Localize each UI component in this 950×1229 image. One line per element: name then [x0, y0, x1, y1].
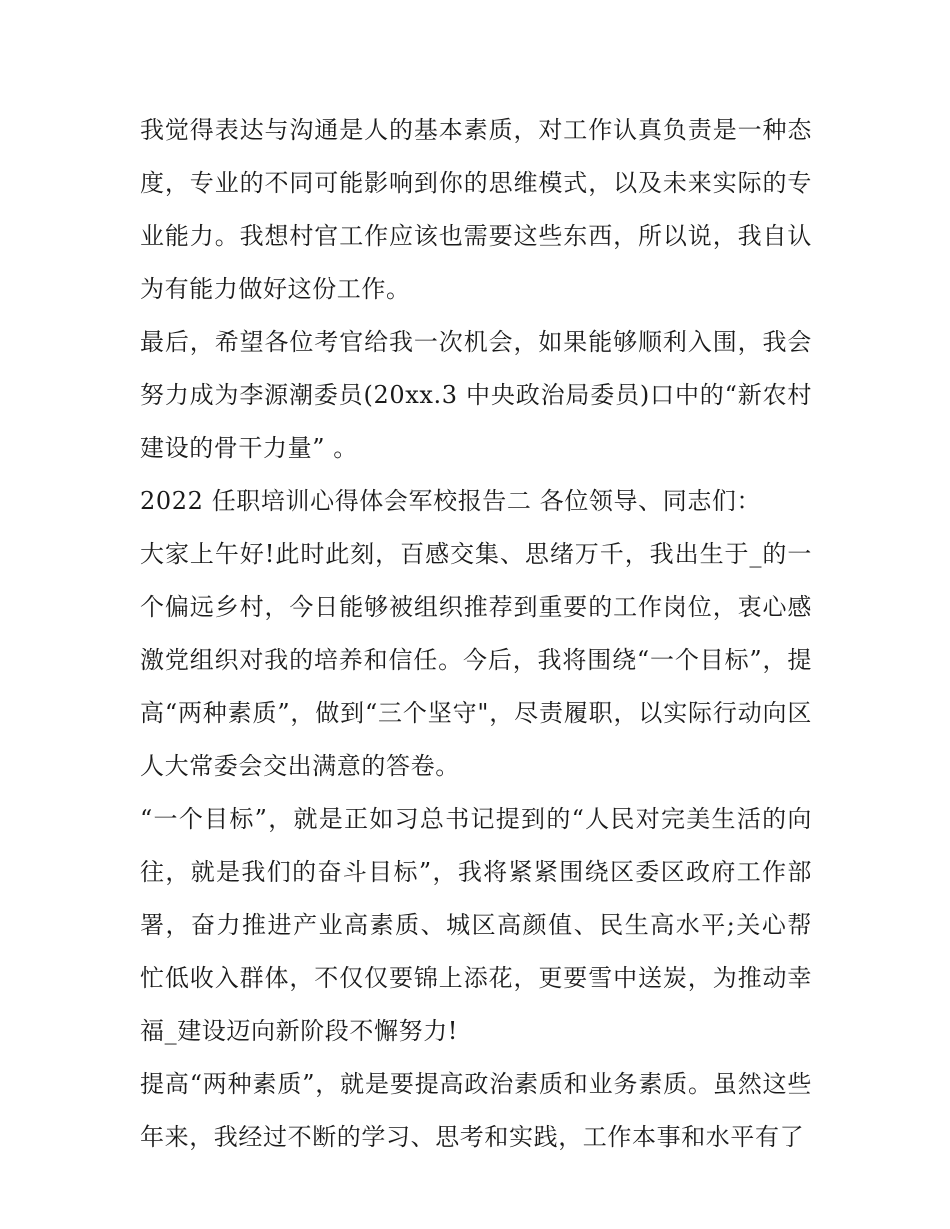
paragraph-closing-request: 最后，希望各位考官给我一次机会，如果能够顺利入围，我会努力成为李源潮委员(20xx.3 中央政治局委员)口中的“新农村建设的骨干力量” 。: [140, 328, 812, 462]
paragraph-two-qualities: 提高“两种素质”，就是要提高政治素质和业务素质。虽然这些年来，我经过不断的学习、思考和实践，工作本事和水平有了: [140, 1070, 812, 1151]
paragraph-one-goal: “一个目标”，就是正如习总书记提到的“人民对完美生活的向往，就是我们的奋斗目标”，我将紧紧围绕区委区政府工作部署，奋力推进产业高素质、城区高颜值、民生高水平;关心帮忙低收入群体，不仅仅要锦上添花，更要雪中送炭，为推动幸福_建设迈向新阶段不懈努力!: [140, 805, 812, 1045]
paragraph-self-assessment: 我觉得表达与沟通是人的基本素质，对工作认真负责是一种态度，专业的不同可能影响到你的思维模式，以及未来实际的专业能力。我想村官工作应该也需要这些东西，所以说，我自认为有能力做好这份工作。: [140, 116, 812, 303]
section-heading: 2022 任职培训心得体会军校报告二 各位领导、同志们：: [140, 487, 762, 515]
document-body: [140, 104, 812, 1164]
paragraph-greeting: 大家上午好!此时此刻，百感交集、思绪万千，我出生于_的一个偏远乡村，今日能够被组织推荐到重要的工作岗位，衷心感激党组织对我的培养和信任。今后，我将围绕“一个目标”，提高“两种素质”，做到“三个坚守"，尽责履职，以实际行动向区人大常委会交出满意的答卷。: [140, 540, 812, 780]
